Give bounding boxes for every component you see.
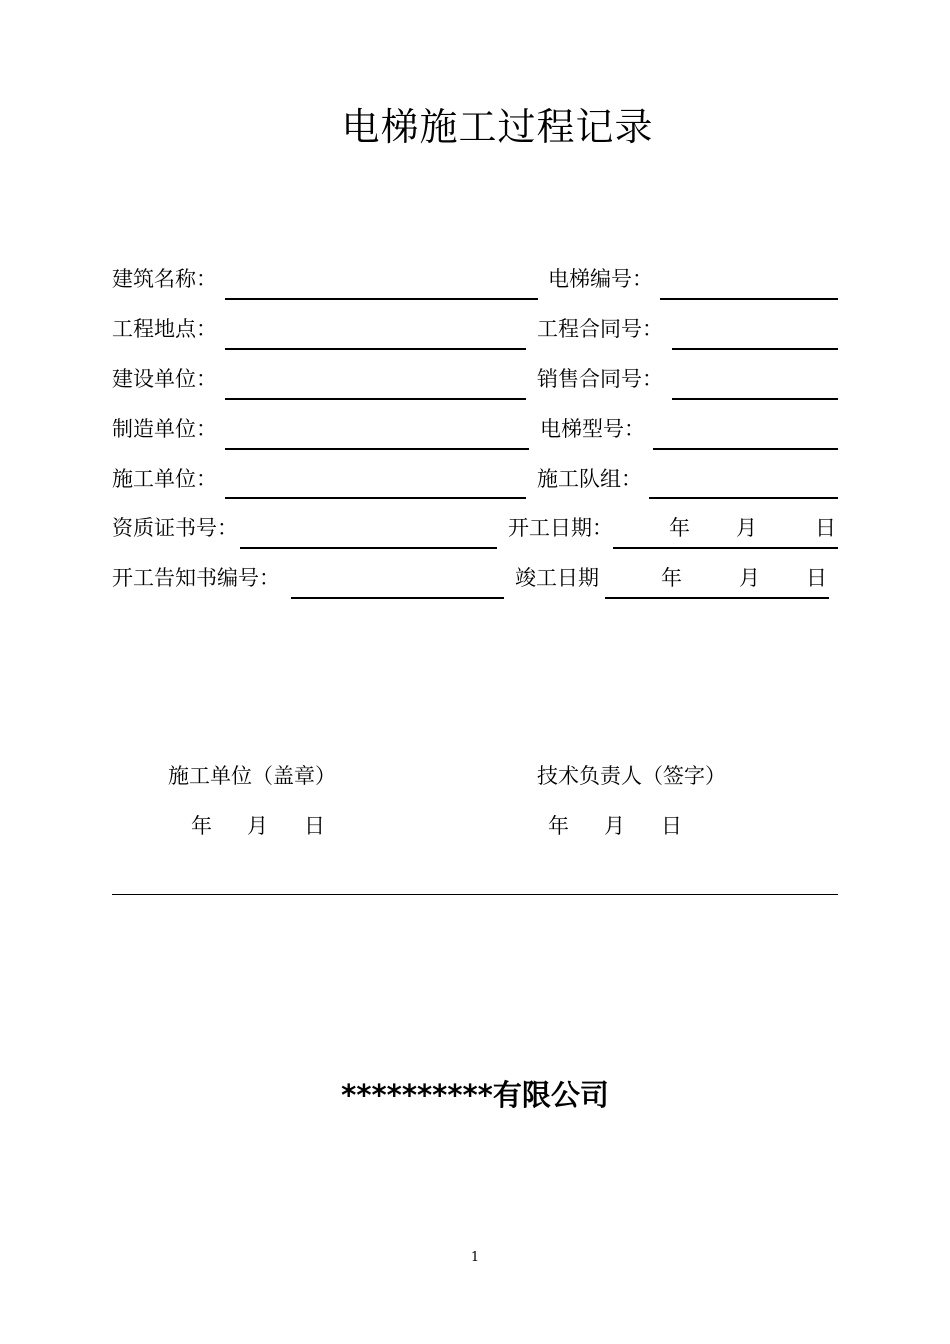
installation-unit-label: 施工单位： (112, 467, 217, 491)
installation-unit-seal-label: 施工单位（盖章） (168, 764, 336, 788)
seal-date-year: 年 (191, 814, 212, 838)
document-title: 电梯施工过程记录 (341, 105, 654, 149)
sales-contract-no-label: 销售合同号： (537, 367, 663, 391)
construction-unit-label: 建设单位： (112, 367, 217, 391)
horizontal-divider (112, 894, 838, 895)
elevator-model-line[interactable] (653, 448, 838, 450)
installation-team-label: 施工队组： (537, 467, 642, 491)
sign-date-month: 月 (604, 814, 625, 838)
construction-unit-line[interactable] (225, 398, 526, 400)
qualification-cert-no-line[interactable] (240, 547, 497, 549)
elevator-no-label: 电梯编号： (548, 267, 653, 291)
project-contract-no-label: 工程合同号： (537, 317, 663, 341)
installation-team-line[interactable] (649, 497, 838, 499)
technical-lead-sign-label: 技术负责人（签字） (537, 764, 726, 788)
completion-date-line[interactable] (605, 597, 829, 599)
project-site-line[interactable] (225, 348, 526, 350)
start-date-day: 日 (815, 516, 836, 540)
elevator-model-label: 电梯型号： (540, 417, 645, 441)
manufacturer-line[interactable] (225, 448, 529, 450)
start-notice-no-line[interactable] (291, 597, 504, 599)
installation-unit-line[interactable] (225, 497, 526, 499)
seal-date-day: 日 (304, 814, 325, 838)
company-name: **********有限公司 (341, 1078, 609, 1112)
completion-date-label: 竣工日期 (515, 566, 599, 590)
completion-date-year: 年 (661, 566, 682, 590)
seal-date-month: 月 (247, 814, 268, 838)
start-notice-no-label: 开工告知书编号： (112, 566, 280, 590)
project-site-label: 工程地点： (112, 317, 217, 341)
sign-date-year: 年 (548, 814, 569, 838)
start-date-label: 开工日期： (508, 516, 613, 540)
sign-date-day: 日 (661, 814, 682, 838)
qualification-cert-no-label: 资质证书号： (112, 516, 238, 540)
completion-date-month: 月 (739, 566, 760, 590)
elevator-no-line[interactable] (660, 298, 838, 300)
building-name-line[interactable] (225, 298, 538, 300)
start-date-month: 月 (736, 516, 757, 540)
start-date-line[interactable] (613, 547, 838, 549)
building-name-label: 建筑名称： (112, 267, 217, 291)
start-date-year: 年 (669, 516, 690, 540)
manufacturer-label: 制造单位： (112, 417, 217, 441)
completion-date-day: 日 (806, 566, 827, 590)
project-contract-no-line[interactable] (672, 348, 838, 350)
sales-contract-no-line[interactable] (672, 398, 838, 400)
page-number: 1 (470, 1250, 480, 1265)
